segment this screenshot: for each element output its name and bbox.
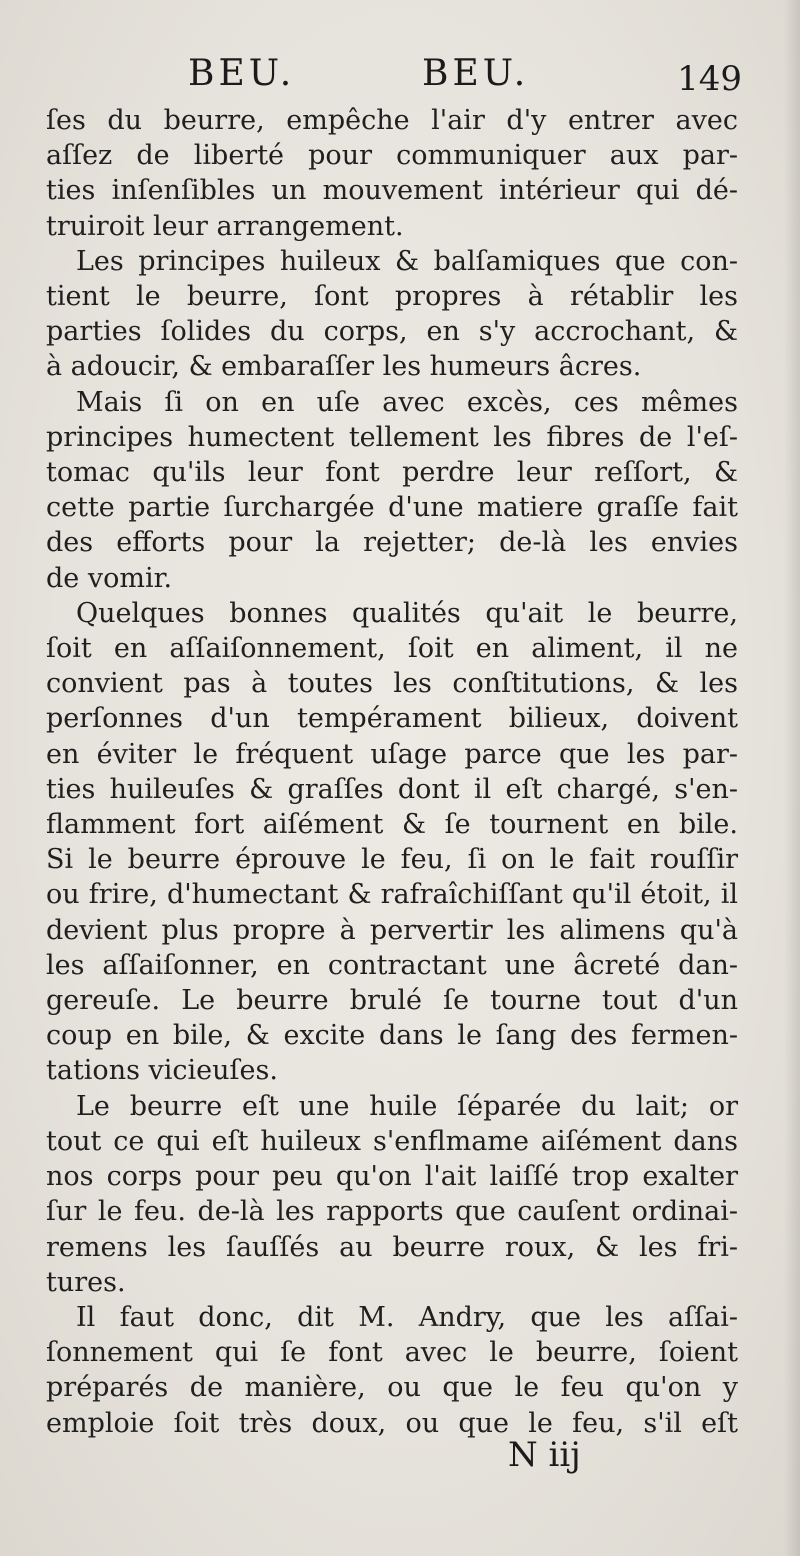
text-line: convient pas à toutes les conſtitutions, & les [46, 668, 738, 700]
text-line: Le beurre eſt une huile ſéparée du lait; or [76, 1090, 738, 1122]
page-number: 149 [677, 59, 742, 99]
text-line: tout ce qui eſt huileux s'enflmame aiſément dans [46, 1125, 738, 1157]
text-line: tures. [46, 1266, 126, 1298]
text-line: préparés de manière, ou que le feu qu'on y [46, 1372, 738, 1404]
text-line: à adoucir, & embaraſſer les humeurs âcres. [46, 351, 642, 383]
text-line: perſonnes d'un tempérament bilieux, doivent [46, 703, 738, 735]
text-line: emploie ſoit très doux, ou que le feu, s'il eſt [46, 1407, 738, 1439]
text-line: principes humectent tellement les fibres de l'eſ- [46, 421, 738, 453]
text-line: tations vicieuſes. [46, 1055, 278, 1087]
text-line: Si le beurre éprouve le feu, ſi on le fait rouſſir [46, 844, 738, 876]
text-line: Quelques bonnes qualités qu'ait le beurre, [76, 597, 738, 629]
text-line: devient plus propre à pervertir les alimens qu'à [46, 914, 738, 946]
text-line: coup en bile, & excite dans le ſang des fermen- [46, 1020, 738, 1052]
running-head-left: BEU. [188, 53, 296, 94]
text-line: gereuſe. Le beurre brulé ſe tourne tout d'un [46, 985, 738, 1017]
text-line: aſſez de liberté pour communiquer aux par- [46, 140, 738, 172]
text-line: les aſſaiſonner, en contractant une âcreté dan- [46, 949, 738, 981]
body-text [46, 103, 738, 1441]
text-line: ou frire, d'humectant & rafraîchiſſant qu'il étoit, il [46, 879, 738, 911]
text-line: nos corps pour peu qu'on l'ait laiſſé trop exalter [46, 1161, 738, 1193]
text-line: truiroit leur arrangement. [46, 210, 404, 242]
text-line: des efforts pour la rejetter; de-là les envies [46, 527, 738, 559]
page-edge-shadow [784, 0, 800, 1556]
text-line: Les principes huileux & balſamiques que con- [76, 245, 738, 277]
text-line: remens les ſauſſés au beurre roux, & les fri- [46, 1231, 738, 1263]
text-line: ſonnement qui ſe font avec le beurre, ſoient [46, 1337, 738, 1369]
text-line: de vomir. [46, 562, 173, 594]
text-line: ſur le feu. de-là les rapports que cauſent ordinai- [46, 1196, 738, 1228]
text-line: en éviter le fréquent uſage parce que les par- [46, 738, 738, 770]
running-head-center: BEU. [422, 53, 530, 94]
text-line: parties ſolides du corps, en s'y accrochant, & [46, 316, 738, 348]
text-line: tient le beurre, ſont propres à rétablir les [46, 281, 738, 313]
signature-mark: N iij [508, 1435, 581, 1475]
text-line: ties huileuſes & graſſes dont il eſt chargé, s'en- [46, 773, 738, 805]
text-line: ſoit en aſſaiſonnement, ſoit en aliment, il ne [46, 633, 738, 665]
text-line: Mais ſi on en uſe avec excès, ces mêmes [76, 386, 738, 418]
text-line: ſes du beurre, empêche l'air d'y entrer avec [46, 105, 738, 136]
text-line: flamment fort aiſément & ſe tournent en bile. [46, 809, 738, 841]
text-line: ties inſenſibles un mouvement intérieur qui dé- [46, 175, 738, 207]
text-line: Il faut donc, dit M. Andry, que les aſſai- [76, 1301, 738, 1333]
text-line: cette partie ſurchargée d'une matiere graſſe fait [46, 492, 738, 524]
text-line: tomac qu'ils leur font perdre leur reſſort, & [46, 457, 738, 489]
